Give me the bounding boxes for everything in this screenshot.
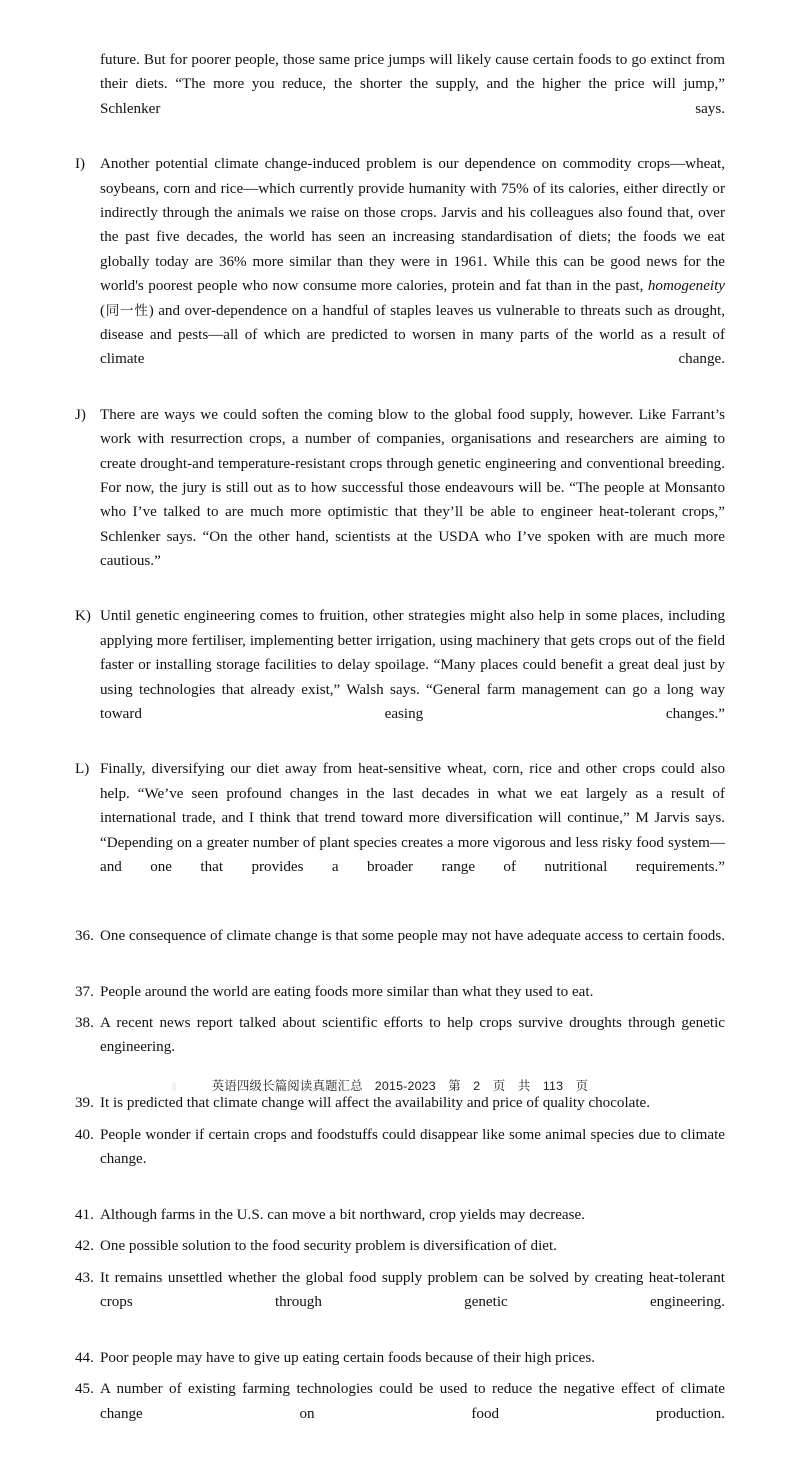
question-number: 45. [75,1381,94,1398]
paragraph-marker: L) [75,761,90,778]
question-text: A number of existing farming technologies could be used to reduce the negative effect of climate change on food production. [100,1381,725,1422]
question-list [75,924,725,1451]
question-item[interactable] [75,980,725,1004]
question-text: Although farms in the U.S. can move a bit northward, crop yields may decrease. [100,1206,585,1223]
question-number: 37. [75,983,94,1000]
question-item[interactable] [75,1234,725,1258]
chinese-gloss: 同一性 [105,302,149,319]
text-run: ) and over-dependence on a handful of staples leaves us vulnerable to threats such as drought, disease and pests—all of which are predicted to worsen in many parts of the world as a result of climate change. [100,302,725,368]
paragraph-marker: K) [75,608,91,625]
text-run: ( [100,302,106,319]
question-text: People around the world are eating foods more similar than what they used to eat. [100,983,594,1000]
question-text: It is predicted that climate change will affect the availability and price of quality chocolate. [100,1095,651,1112]
question-number: 40. [75,1126,94,1143]
footer-page-prefix: 第 [448,1078,461,1093]
question-number: 43. [75,1269,94,1286]
question-item[interactable] [75,924,725,973]
text-run: Another potential climate change-induced problem is our dependence on commodity crops—wheat, soybeans, corn and rice—which currently provide humanity with 75% of its calories, either directly or indirectly through the animals we raise on those crops. Jarvis and his colleagues also found that, over the past five decades, the world has seen an increasing standardisation of diets; the foods we eat globally today are 36% more similar than they were in 1961. While this can be good news for the world's poorest people who now consume more calories, protein and fat than in the past, [100,156,725,295]
article-paragraph [75,403,725,598]
footer-total-pages: 113 [542,1079,564,1093]
article-paragraph [75,48,725,146]
question-text: One consequence of climate change is that some people may not have adequate access to certain foods. [100,927,725,944]
question-item[interactable] [75,1091,725,1115]
question-item[interactable] [75,1346,725,1370]
footer-year-range: 2015-2023 [374,1079,436,1093]
article-body [75,48,725,904]
article-paragraph [75,152,725,396]
footer-total-prefix: 共 [517,1078,531,1093]
question-number: 44. [75,1349,94,1366]
question-item[interactable] [75,1011,725,1084]
article-paragraph [75,604,725,750]
paragraph-text: There are ways we could soften the coming blow to the global food supply, however. Like Farrant’s work with resurrection crops, a number of companies, organisations and researchers are aiming to create drought-and temperature-resistant crops through genetic engineering and conventional breeding. For now, the jury is still out as to how successful those endeavours will be. “The people at Monsanto who I’ve talked to are much more optimistic that they’ll be able to engineer heat-tolerant crops,” Schlenker says. “On the other hand, scientists at the USDA who I’ve spoken with are much more cautious.” [100,406,725,570]
page-content [75,48,725,1458]
question-item[interactable] [75,1266,725,1339]
footer-page-unit: 页 [492,1078,506,1093]
italic-term: homogeneity [647,278,725,295]
footer-total-unit: 页 [575,1078,589,1093]
question-text: Poor people may have to give up eating certain foods because of their high prices. [100,1349,595,1366]
question-number: 39. [75,1095,94,1112]
question-item[interactable] [75,1377,725,1450]
page-footer [0,1076,800,1094]
paragraph-text: future. But for poorer people, those same price jumps will likely cause certain foods to go extinct from their diets. “The more you reduce, the shorter the supply, and the higher the price will jump,” Schlenker says. [100,52,725,117]
paragraph-text: Finally, diversifying our diet away from heat-sensitive wheat, corn, rice and other crops could also help. “We’ve seen profound changes in the last decades in what we eat largely as a result of international trade, and I think that trend toward more diversification will continue,” M Jarvis says. “Depending on a greater number of plant species creates a more vigorous and less risky food system—and one that provides a broader range of nutritional requirements.” [100,761,725,875]
question-number: 41. [75,1206,94,1223]
question-text: People wonder if certain crops and foodstuffs could disappear like some animal species due to climate change. [100,1126,725,1168]
paragraph-marker: J) [75,406,86,423]
question-number: 42. [75,1238,94,1255]
footer-title: 英语四级长篇阅读真题汇总 [211,1078,363,1093]
footer-page-number: 2 [473,1079,481,1093]
question-number: 36. [75,927,94,944]
paragraph-text: Until genetic engineering comes to fruition, other strategies might also help in some places, including applying more fertiliser, implementing better irrigation, using machinery that gets crops out of the field faster or installing storage facilities to delay spoilage. “Many places could benefit a great deal just by using technologies that already exist,” Walsh says. “General farm management can go a long way toward easing changes.” [100,608,725,723]
article-paragraph [75,757,725,903]
question-text: It remains unsettled whether the global food supply problem can be solved by creating heat-tolerant crops through genetic engineering. [100,1269,725,1311]
question-number: 38. [75,1015,94,1032]
question-item[interactable] [75,1123,725,1196]
paragraph-text [100,152,725,396]
paragraph-marker: I) [75,156,86,173]
question-text: One possible solution to the food security problem is diversification of diet. [100,1238,557,1255]
scan-artifact [172,1082,176,1091]
question-text: A recent news report talked about scientific efforts to help crops survive droughts through genetic engineering. [100,1015,725,1056]
question-item[interactable] [75,1203,725,1227]
